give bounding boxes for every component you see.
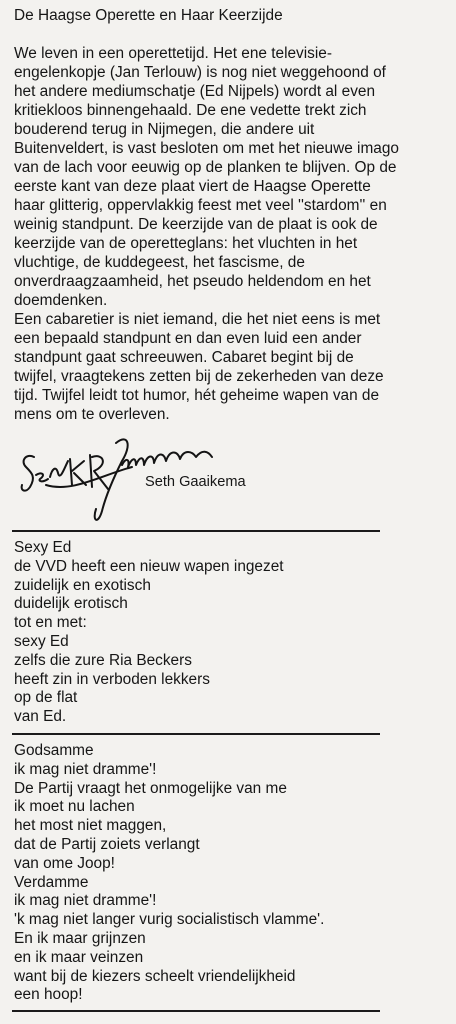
poem-line: zelfs die zure Ria Beckers <box>14 651 192 669</box>
poem-line: zuidelijk en exotisch <box>14 576 151 594</box>
poem-line: Verdamme <box>14 873 89 891</box>
divider <box>12 1010 380 1012</box>
essay-line: eerste kant van deze plaat viert de Haagse Operette <box>14 178 371 195</box>
poem-line: duidelijk erotisch <box>14 595 128 613</box>
poem-line: Sexy Ed <box>14 539 72 556</box>
poem-line: en ik maar veinzen <box>14 948 144 966</box>
poem-line: een hoop! <box>14 986 83 1004</box>
essay-line: tijd. Twijfel leidt tot humor, hét geheime wapen van de <box>14 387 380 404</box>
poem-line: Godsamme <box>14 742 94 759</box>
poem-line: 'k mag niet langer vurig socialistisch vlamme'. <box>14 911 325 929</box>
essay-line: vluchtige, de kuddegeest, het fascisme, de <box>14 254 305 271</box>
essay-line: het andere mediumschatje (Ed Nijpels) wordt al even <box>14 83 376 100</box>
poem-line: tot en met: <box>14 614 87 632</box>
divider <box>12 530 380 532</box>
essay-line: engelenkopje (Jan Terlouw) is nog niet weggehoond of <box>14 64 386 81</box>
essay-line: weinig standpunt. De keerzijde van de plaat is ook de <box>14 216 378 233</box>
essay-line: Een cabaretier is niet iemand, die het niet eens is met <box>14 311 381 328</box>
poem-line: dat de Partij zoiets verlangt <box>14 835 200 853</box>
poem-line: op de flat <box>14 689 78 707</box>
signature-printed-name: Seth Gaaikema <box>145 474 246 490</box>
divider <box>12 733 380 735</box>
poem-line: sexy Ed <box>14 632 69 650</box>
poem-line: de VVD heeft een nieuw wapen ingezet <box>14 557 284 575</box>
essay-line: haar glitterig, oppervlakkig feest met veel ''stardom'' en <box>14 197 387 214</box>
essay-text <box>14 44 399 424</box>
essay-line: twijfel, vraagtekens zetten bij de zekerheden van deze <box>14 368 384 385</box>
poem-line: heeft zin in verboden lekkers <box>14 670 210 688</box>
essay-line: We leven in een operettetijd. Het ene televisie- <box>14 45 332 62</box>
handwritten-signature <box>12 415 252 530</box>
poem-line: ik moet nu lachen <box>14 798 135 816</box>
poem-sexy-ed <box>14 539 284 727</box>
essay-line: onverdraagzaamheid, het pseudo heldendom en het <box>14 273 371 290</box>
poem-line: het most niet maggen, <box>14 817 167 835</box>
essay-line: Buitenveldert, is vast besloten om met het nieuwe imago <box>14 140 399 157</box>
poem-line: van ome Joop! <box>14 854 115 872</box>
essay-line: kritiekloos binnengehaald. De ene vedette trekt zich <box>14 102 367 119</box>
essay-line: van de lach voor eeuwig op de planken te blijven. Op de <box>14 159 397 176</box>
poem-line: want bij de kiezers scheelt vriendelijkheid <box>14 967 296 985</box>
poem-line: En ik maar grijnzen <box>14 929 146 947</box>
page-title: De Haagse Operette en Haar Keerzijde <box>14 7 283 24</box>
essay-line: bouderend terug in Nijmegen, die andere uit <box>14 121 315 138</box>
poem-godsamme <box>14 742 324 1005</box>
essay-line: standpunt gaat schreeuwen. Cabaret begint bij de <box>14 349 354 366</box>
poem-line: De Partij vraagt het onmogelijke van me <box>14 779 287 797</box>
essay-line: een bepaald standpunt en dan even luid een ander <box>14 330 362 347</box>
essay-line: keerzijde van de operetteglans: het vluchten in het <box>14 235 358 252</box>
poem-line: ik mag niet dramme'! <box>14 892 157 910</box>
poem-line: ik mag niet dramme'! <box>14 760 157 778</box>
poem-line: van Ed. <box>14 708 67 726</box>
essay-line: doemdenken. <box>14 292 108 309</box>
essay-line: mens om te overleven. <box>14 406 170 423</box>
